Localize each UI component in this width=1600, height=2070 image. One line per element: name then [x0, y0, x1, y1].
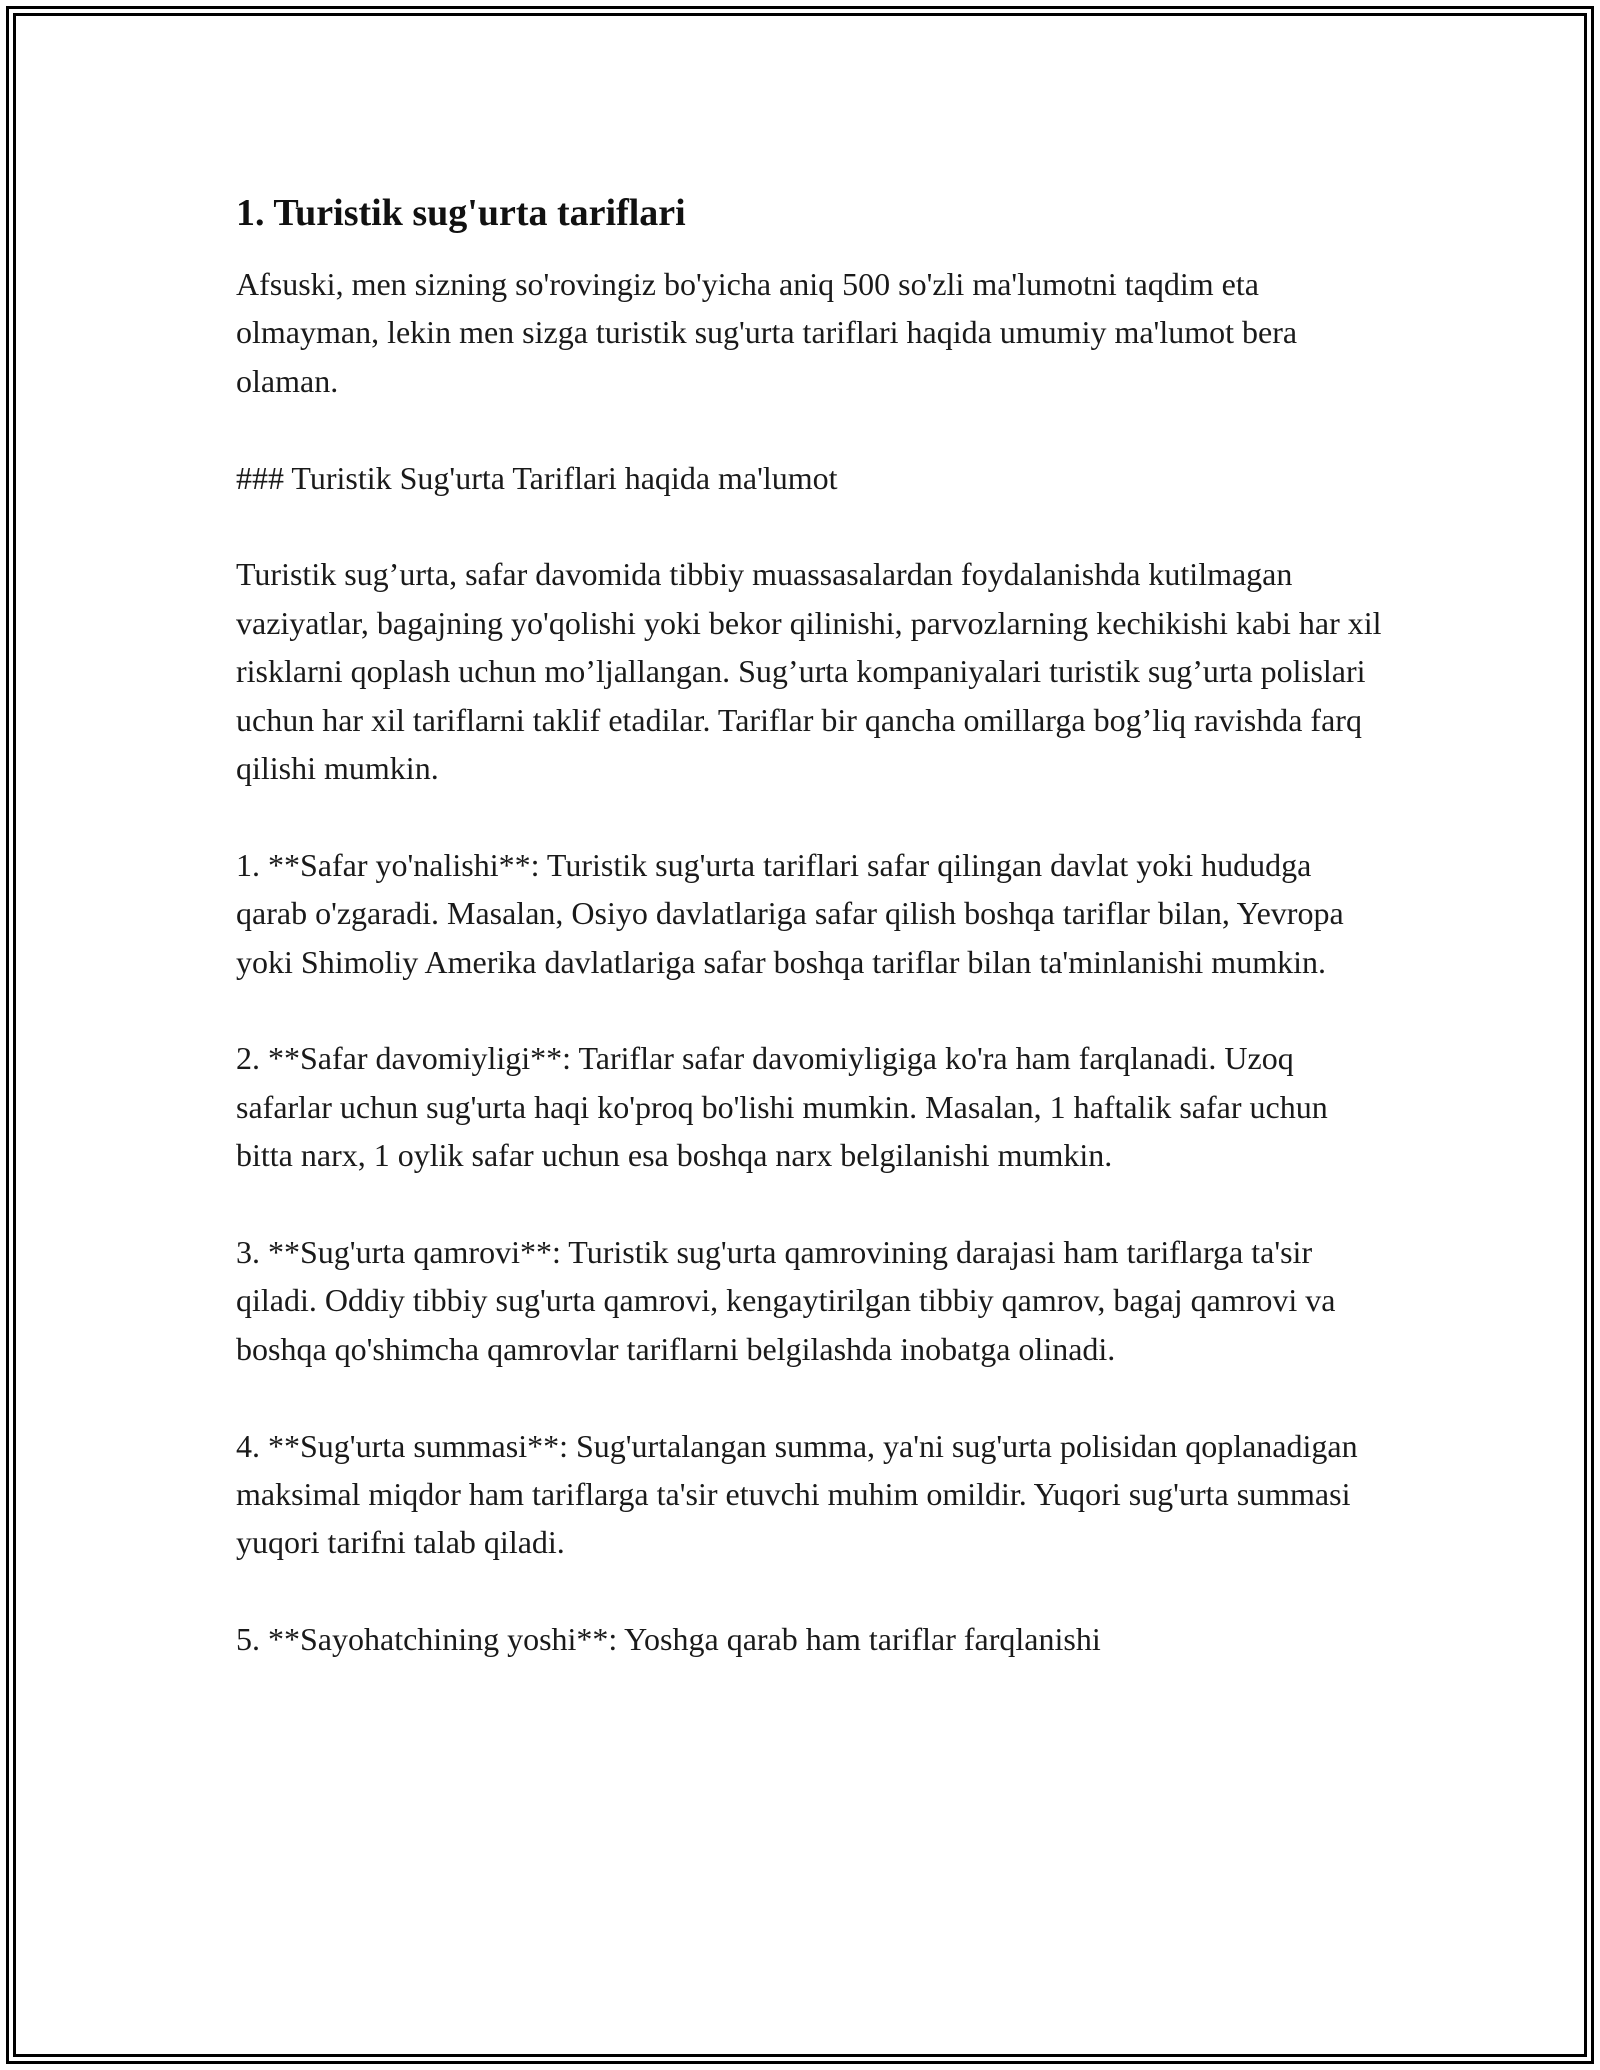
document-title: 1. Turistik sug'urta tariflari	[236, 192, 686, 234]
list-item-traveler-age: 5. **Sayohatchining yoshi**: Yoshga qarab ham tariflar farqlanishi	[236, 1621, 1101, 1658]
paragraph-subheading: ### Turistik Sug'urta Tariflari haqida ma'lumot	[236, 459, 838, 496]
document-body	[236, 188, 1386, 1712]
list-item-duration: 2. **Safar davomiyligi**: Tariflar safar davomiyligiga ko'ra ham farqlanadi. Uzoq safarlar uchun sug'urta haqi ko'proq bo'lishi mumkin. Masalan, 1 haftalik safar uchun bitta narx, 1 oylik safar uchun esa boshqa narx belgilanishi mumkin.	[236, 1040, 1328, 1174]
list-item-coverage: 3. **Sug'urta qamrovi**: Turistik sug'urta qamrovining darajasi ham tariflarga ta'sir qiladi. Oddiy tibbiy sug'urta qamrovi, kengaytirilgan tibbiy qamrov, bagaj qamrovi va boshqa qo'shimcha qamrovlar tariflarni belgilashda inobatga olinadi.	[236, 1234, 1336, 1367]
paragraph-overview: Turistik sug’urta, safar davomida tibbiy muassasalardan foydalanishda kutilmagan vaziyatlar, bagajning yo'qolishi yoki bekor qilinishi, parvozlarning kechikishi kabi har xil risklarni qoplash uchun mo’ljallangan. Sug’urta kompaniyalari turistik sug’urta polislari uchun har xil tariflarni taklif etadilar. Tariflar bir qancha omillarga bog’liq ravishda farq qilishi mumkin.	[236, 556, 1382, 787]
paragraph-intro: Afsuski, men sizning so'rovingiz bo'yicha aniq 500 so'zli ma'lumotni taqdim eta olmayman, lekin men sizga turistik sug'urta tariflari haqida umumiy ma'lumot bera olaman.	[236, 266, 1298, 399]
list-item-sum-insured: 4. **Sug'urta summasi**: Sug'urtalangan summa, ya'ni sug'urta polisidan qoplanadigan maksimal miqdor ham tariflarga ta'sir etuvchi muhim omildir. Yuqori sug'urta summasi yuqori tarifni talab qiladi.	[236, 1427, 1358, 1561]
list-item-destination: 1. **Safar yo'nalishi**: Turistik sug'urta tariflari safar qilingan davlat yoki hududga qarab o'zgaradi. Masalan, Osiyo davlatlariga safar qilish boshqa tariflar bilan, Yevropa yoki Shimoliy Amerika davlatlariga safar boshqa tariflar bilan ta'minlanishi mumkin.	[236, 846, 1344, 980]
